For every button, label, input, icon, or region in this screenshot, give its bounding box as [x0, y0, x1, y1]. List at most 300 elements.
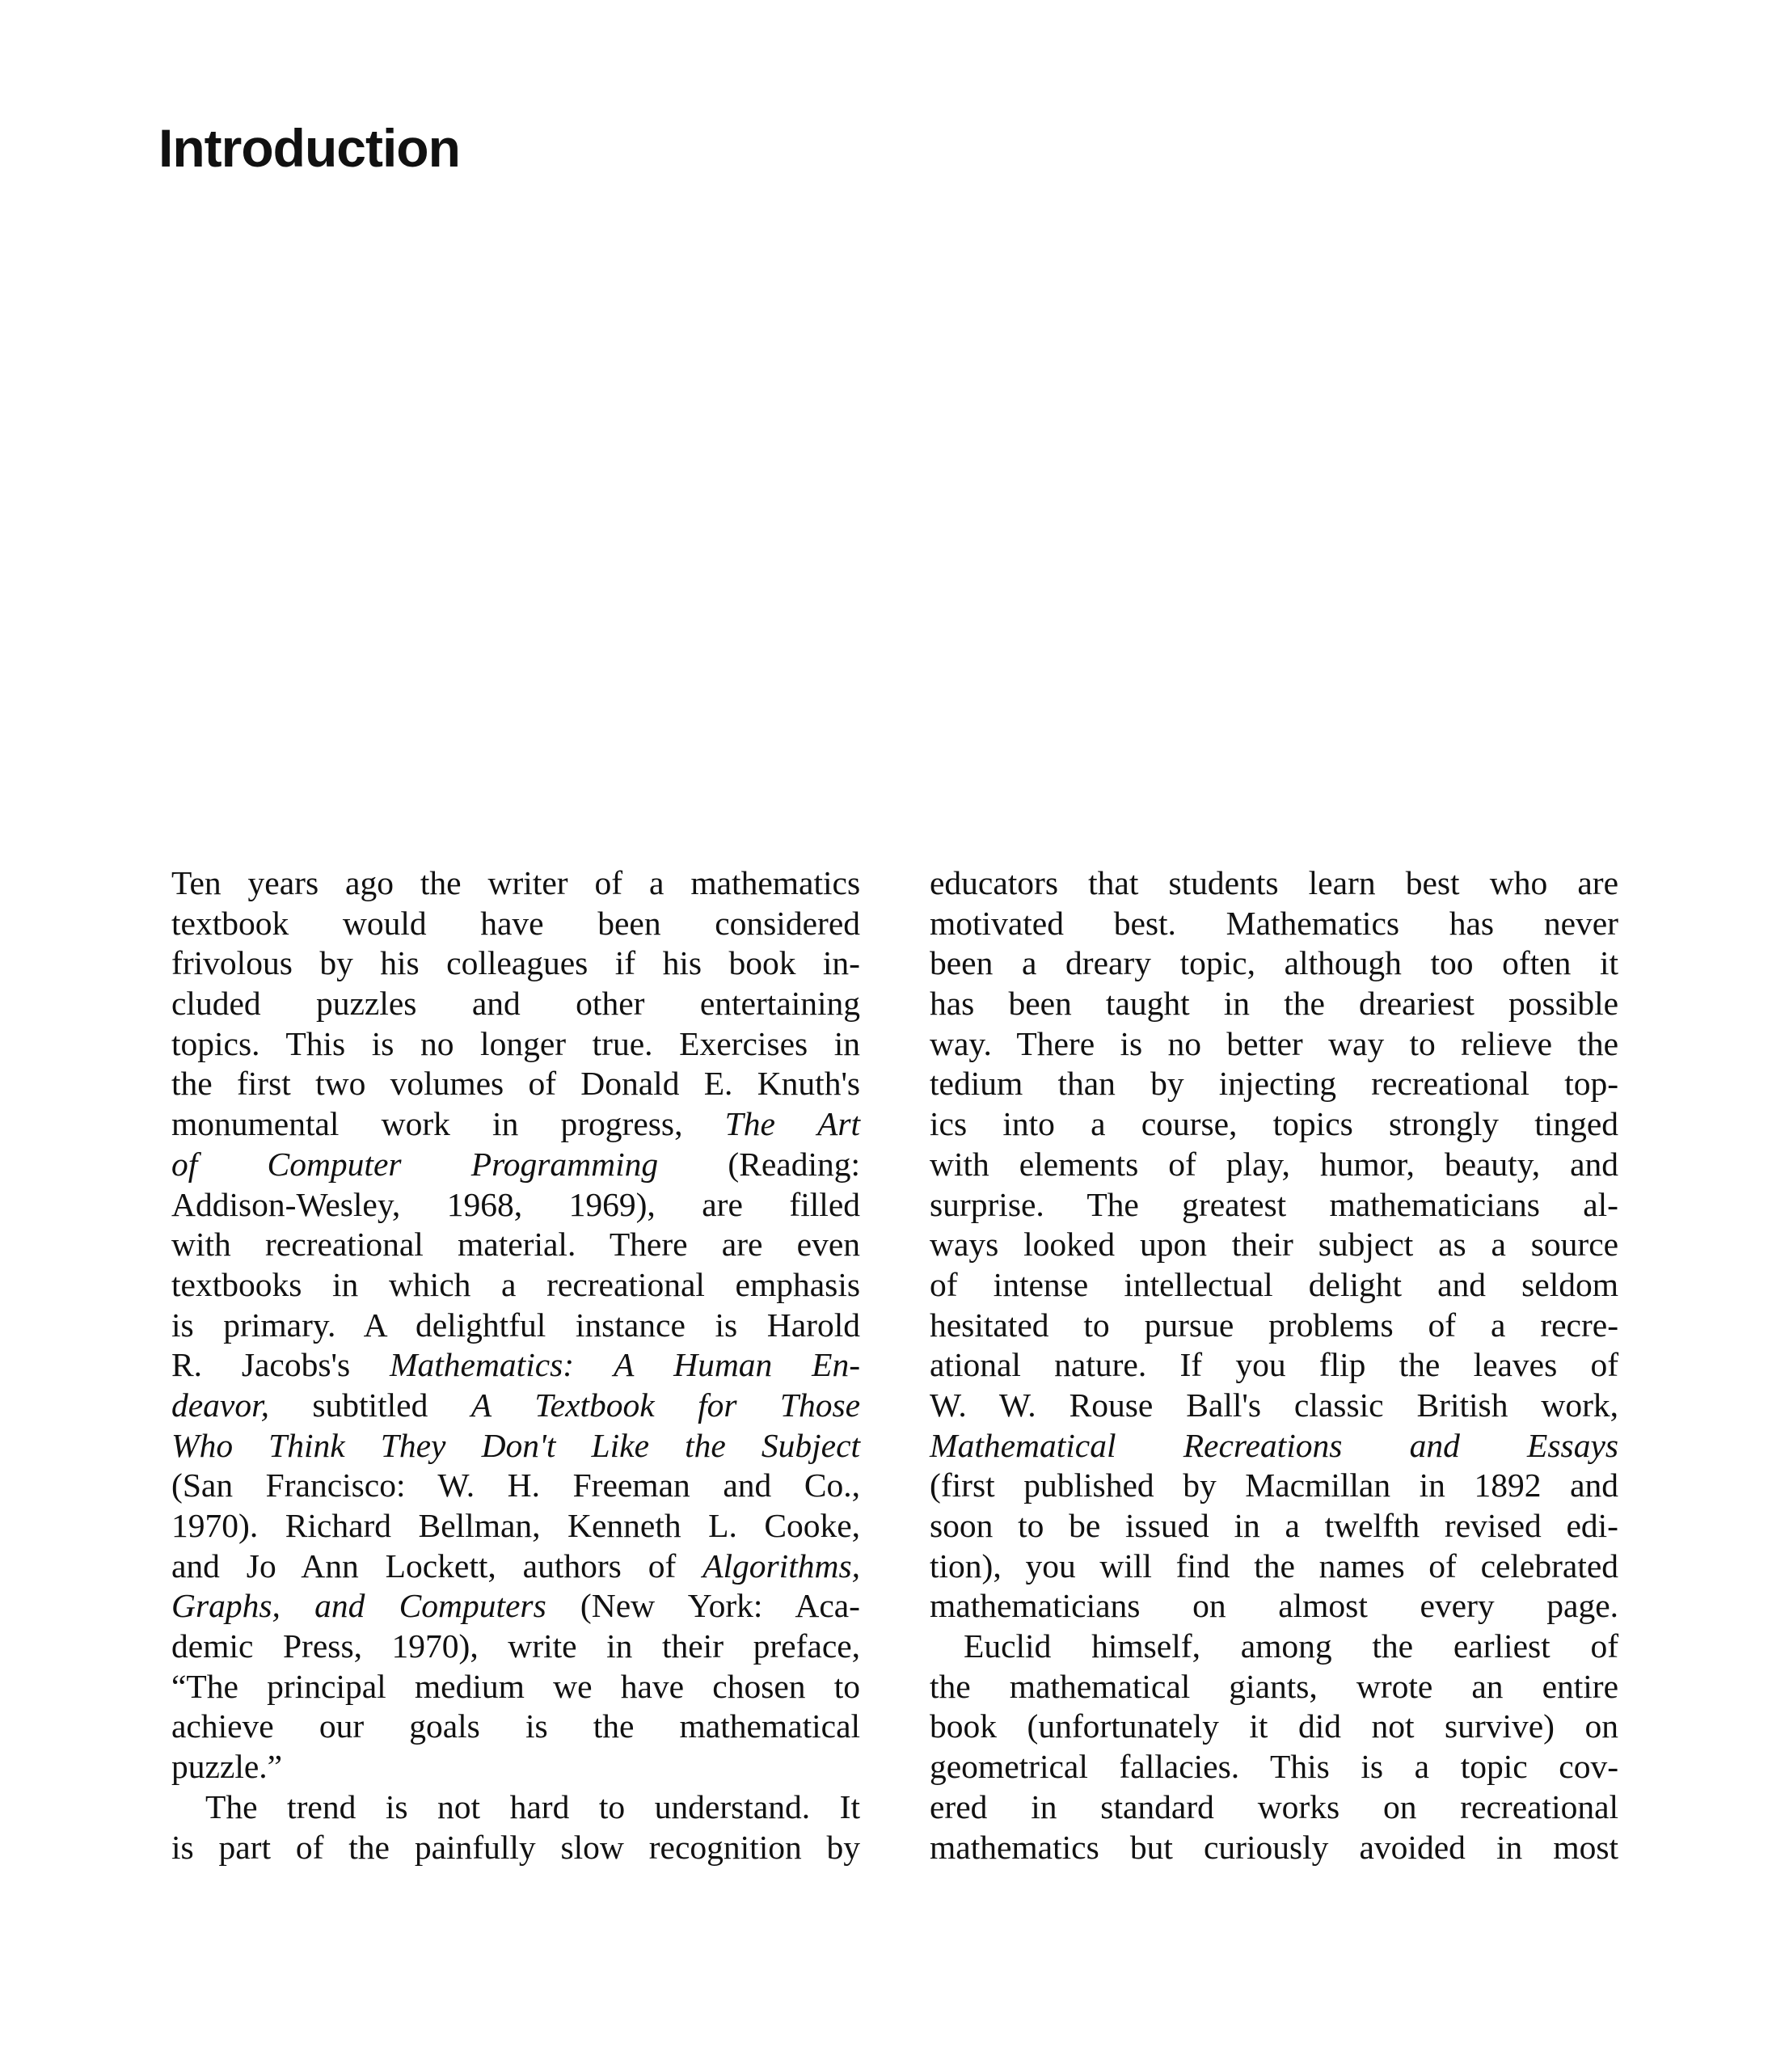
text-word: even	[796, 1226, 860, 1264]
text-line	[930, 1828, 1618, 1868]
text-word: pursue	[1144, 1306, 1234, 1344]
text-word: of	[648, 1547, 677, 1585]
text-word: Jo	[246, 1547, 276, 1585]
text-word: A	[470, 1386, 492, 1424]
text-word: book	[728, 944, 796, 982]
text-word: greatest	[1182, 1185, 1287, 1223]
text-word: intellectual	[1124, 1265, 1273, 1303]
text-line	[171, 1386, 860, 1426]
text-word: play,	[1226, 1145, 1290, 1183]
text-word: did	[1297, 1707, 1341, 1745]
text-word: tion),	[930, 1547, 1002, 1585]
text-word: This	[1269, 1748, 1330, 1786]
text-word: 1970),	[391, 1627, 479, 1665]
text-word: are	[1577, 864, 1618, 901]
text-word: works	[1257, 1787, 1340, 1825]
text-word: taught	[1105, 985, 1190, 1023]
text-word: 1970).	[171, 1507, 259, 1544]
text-line	[171, 943, 860, 984]
text-line	[930, 1345, 1618, 1386]
text-word: progress,	[560, 1105, 683, 1143]
text-word: achieve	[171, 1707, 274, 1745]
text-word: They	[380, 1426, 446, 1464]
text-word: with	[930, 1145, 989, 1183]
text-word: every	[1420, 1587, 1495, 1625]
text-word: no	[1167, 1024, 1201, 1062]
text-word: learn	[1308, 864, 1376, 901]
text-line	[171, 1145, 860, 1185]
text-word: volumes	[390, 1065, 504, 1103]
text-word: Ball's	[1186, 1386, 1262, 1424]
text-word: Mathematics:	[389, 1346, 575, 1384]
text-word: way.	[930, 1024, 992, 1062]
text-word: Knuth's	[757, 1065, 861, 1103]
text-word: Euclid	[964, 1627, 1052, 1665]
text-word: En-	[812, 1346, 861, 1384]
text-word: recreational	[1371, 1065, 1530, 1103]
text-word: in	[606, 1627, 633, 1665]
text-word: best	[1405, 864, 1460, 901]
text-line	[930, 984, 1618, 1024]
text-word: chosen	[712, 1667, 806, 1705]
text-word: emphasis	[735, 1265, 860, 1303]
text-word: by	[1183, 1466, 1217, 1504]
text-word: preface,	[753, 1627, 861, 1665]
text-word: by	[1150, 1065, 1184, 1103]
text-word: in	[1419, 1466, 1445, 1504]
text-line	[930, 1185, 1618, 1226]
text-word: often	[1502, 944, 1572, 982]
text-word: tedium	[930, 1065, 1023, 1103]
text-word: Essays	[1527, 1426, 1619, 1464]
text-word: Francisco:	[265, 1466, 406, 1504]
text-word: his	[380, 944, 420, 982]
text-word: top-	[1564, 1065, 1619, 1103]
text-word: geometrical	[930, 1748, 1088, 1786]
text-word: the	[930, 1667, 971, 1705]
text-word: puzzles	[316, 985, 417, 1023]
text-word: is	[1361, 1748, 1384, 1786]
text-word: topics.	[171, 1024, 260, 1062]
text-word: in-	[822, 944, 861, 982]
text-line	[930, 863, 1618, 904]
text-word: the	[420, 864, 462, 901]
text-line	[930, 1547, 1618, 1587]
text-word: E.	[703, 1065, 733, 1103]
text-word: celebrated	[1480, 1547, 1619, 1585]
text-word: and	[171, 1547, 220, 1585]
text-word: never	[1543, 904, 1618, 942]
text-word: humor,	[1319, 1145, 1415, 1183]
text-word: Don't	[481, 1426, 556, 1464]
text-word: strongly	[1389, 1105, 1500, 1143]
text-word: slow	[560, 1828, 624, 1866]
text-word: book	[930, 1707, 997, 1745]
text-word: flip	[1318, 1346, 1366, 1384]
text-word: monumental	[171, 1105, 340, 1143]
text-line	[171, 904, 860, 944]
text-word: hard	[509, 1787, 570, 1825]
text-line	[171, 1426, 860, 1466]
text-word: trend	[287, 1787, 357, 1825]
text-word: is	[525, 1707, 548, 1745]
text-word: Harold	[766, 1306, 861, 1344]
text-word: survive)	[1445, 1707, 1555, 1745]
text-word: filled	[789, 1185, 860, 1223]
text-line	[930, 1024, 1618, 1065]
text-word: no	[420, 1024, 454, 1062]
text-word: write	[508, 1627, 577, 1665]
text-word: goals	[409, 1707, 480, 1745]
text-word: have	[620, 1667, 685, 1705]
text-word: motivated	[930, 904, 1064, 942]
text-word: dreary	[1065, 944, 1151, 982]
text-word: possible	[1508, 985, 1619, 1023]
text-word: is	[171, 1828, 194, 1866]
text-word: wrote	[1356, 1667, 1433, 1705]
text-word: first	[236, 1065, 291, 1103]
text-word: best.	[1113, 904, 1176, 942]
text-line	[930, 1145, 1618, 1185]
text-word: the	[1577, 1024, 1619, 1062]
text-word: It	[839, 1787, 860, 1825]
text-word: a	[1414, 1748, 1430, 1786]
text-line	[930, 1386, 1618, 1426]
text-word: is	[371, 1024, 394, 1062]
text-line	[930, 1306, 1618, 1346]
text-word: Rouse	[1069, 1386, 1154, 1424]
text-word: of	[594, 864, 623, 901]
text-line	[930, 1064, 1618, 1104]
text-word: and	[723, 1466, 772, 1504]
text-line	[171, 1707, 860, 1747]
text-word: principal	[267, 1667, 386, 1705]
text-word: The	[205, 1787, 258, 1825]
text-word: looked	[1023, 1226, 1116, 1264]
text-word: Aca-	[795, 1587, 861, 1625]
text-word: years	[247, 864, 319, 901]
text-word: of	[1428, 1547, 1457, 1585]
text-word: too	[1430, 944, 1474, 982]
text-word: are	[702, 1185, 743, 1223]
text-word: to	[1018, 1507, 1044, 1544]
text-word: classic	[1293, 1386, 1384, 1424]
text-word: longer	[480, 1024, 567, 1062]
text-word: puzzle.”	[171, 1748, 283, 1786]
text-word: of	[171, 1145, 198, 1183]
text-word: of	[1168, 1145, 1196, 1183]
text-word: mathematical	[679, 1707, 861, 1745]
text-word: will	[1099, 1547, 1152, 1585]
page-title: Introduction	[158, 118, 460, 178]
text-word: the	[1254, 1547, 1295, 1585]
text-word: earliest	[1453, 1627, 1550, 1665]
text-word: injecting	[1218, 1065, 1336, 1103]
text-word: a	[1021, 944, 1037, 982]
text-word: painfully	[414, 1828, 536, 1866]
text-word: has	[930, 985, 975, 1023]
text-word: There	[609, 1226, 688, 1264]
text-word: course,	[1141, 1105, 1238, 1143]
text-word: is	[385, 1787, 408, 1825]
text-word: hesitated	[930, 1306, 1049, 1344]
text-word: Press,	[282, 1627, 362, 1665]
text-line	[171, 1185, 860, 1226]
text-word: although	[1284, 944, 1402, 982]
text-word: recreational	[1460, 1787, 1619, 1825]
text-word: (Reading:	[728, 1145, 861, 1183]
text-word: and	[1570, 1145, 1619, 1183]
text-word: The	[1086, 1185, 1139, 1223]
text-word: is	[171, 1306, 194, 1344]
text-line	[171, 1667, 860, 1707]
text-word: two	[315, 1065, 366, 1103]
text-line	[930, 1586, 1618, 1627]
text-word: way	[1328, 1024, 1385, 1062]
text-word: “The	[171, 1667, 238, 1705]
text-word: in	[833, 1024, 861, 1062]
text-word: A	[613, 1346, 635, 1384]
text-word: on	[1584, 1707, 1619, 1745]
text-word: the	[1399, 1346, 1441, 1384]
text-line	[171, 1104, 860, 1145]
text-word: most	[1553, 1828, 1619, 1866]
text-word: ways	[930, 1226, 999, 1264]
text-word: intense	[993, 1265, 1089, 1303]
text-word: topic,	[1179, 944, 1255, 982]
text-word: W.	[437, 1466, 475, 1504]
text-word: material.	[458, 1226, 576, 1264]
text-word: Like	[591, 1426, 649, 1464]
text-word: almost	[1278, 1587, 1368, 1625]
text-word: been	[597, 904, 661, 942]
text-word: part	[218, 1828, 272, 1866]
text-word: Addison-Wesley,	[171, 1185, 401, 1223]
text-word: are	[721, 1226, 763, 1264]
text-word: our	[319, 1707, 365, 1745]
text-column-right	[930, 863, 1618, 1867]
text-word: al-	[1583, 1185, 1618, 1223]
text-word: work,	[1541, 1386, 1619, 1424]
text-word: of	[528, 1065, 557, 1103]
text-line	[171, 863, 860, 904]
text-word: who	[1489, 864, 1548, 901]
text-line	[171, 1024, 860, 1065]
text-word: educators	[930, 864, 1059, 901]
text-word: ered	[930, 1787, 988, 1825]
text-word: his	[662, 944, 702, 982]
text-word: mathematics	[690, 864, 861, 901]
text-word: L.	[708, 1507, 737, 1544]
text-word: other	[576, 985, 645, 1023]
text-word: entire	[1542, 1667, 1619, 1705]
text-word: in	[1496, 1828, 1523, 1866]
text-word: on	[1382, 1787, 1417, 1825]
text-word: W.	[998, 1386, 1036, 1424]
text-word: surprise.	[930, 1185, 1044, 1223]
text-word: deavor,	[171, 1386, 270, 1424]
text-word: himself,	[1091, 1627, 1200, 1665]
text-word: with	[171, 1226, 231, 1264]
text-word: of	[930, 1265, 958, 1303]
text-word: you	[1025, 1547, 1076, 1585]
text-word: but	[1129, 1828, 1173, 1866]
text-line	[930, 1667, 1618, 1707]
text-word: (San	[171, 1466, 234, 1504]
text-line	[171, 1225, 860, 1265]
text-word: subject	[1318, 1226, 1414, 1264]
text-word: topics	[1272, 1105, 1353, 1143]
text-line	[171, 1265, 860, 1306]
text-word: H.	[507, 1466, 540, 1504]
text-word: Graphs,	[171, 1587, 281, 1625]
text-word: and	[471, 985, 521, 1023]
text-line	[171, 1787, 860, 1828]
text-word: soon	[930, 1507, 994, 1544]
text-line	[930, 1265, 1618, 1306]
text-word: Jacobs's	[241, 1346, 351, 1384]
text-word: R.	[171, 1346, 203, 1384]
text-word: recreational	[264, 1226, 424, 1264]
text-word: not	[1371, 1707, 1415, 1745]
text-word: would	[342, 904, 427, 942]
text-word: in	[1234, 1507, 1260, 1544]
text-word: 1969),	[568, 1185, 656, 1223]
text-word: upon	[1139, 1226, 1207, 1264]
text-line	[930, 943, 1618, 984]
text-line	[171, 1466, 860, 1506]
text-word: in	[1223, 985, 1251, 1023]
text-column-left	[171, 863, 860, 1867]
text-word: Programming	[470, 1145, 659, 1183]
text-word: recreational	[546, 1265, 705, 1303]
text-word: source	[1530, 1226, 1619, 1264]
text-word: you	[1235, 1346, 1286, 1384]
text-word: leaves	[1473, 1346, 1558, 1384]
text-word: been	[1008, 985, 1072, 1023]
text-word: and	[1570, 1466, 1619, 1504]
text-word: to	[1409, 1024, 1436, 1062]
text-line	[930, 1466, 1618, 1506]
text-word: Bellman,	[418, 1507, 541, 1544]
text-word: on	[1192, 1587, 1226, 1625]
text-word: mathematical	[1009, 1667, 1191, 1705]
text-word: a	[1091, 1105, 1106, 1143]
text-word: Algorithms,	[702, 1547, 860, 1585]
text-word: to	[1083, 1306, 1110, 1344]
text-word: students	[1168, 864, 1279, 901]
text-word: demic	[171, 1627, 254, 1665]
text-word: true.	[592, 1024, 653, 1062]
text-line	[930, 1707, 1618, 1747]
text-word: Art	[817, 1105, 861, 1143]
text-word: mathematics	[930, 1828, 1099, 1866]
text-word: textbooks	[171, 1265, 302, 1303]
text-word: frivolous	[171, 944, 293, 982]
text-word: Ten	[171, 864, 222, 901]
text-word: edi-	[1566, 1507, 1618, 1544]
text-word: 1968,	[446, 1185, 523, 1223]
text-word: for	[698, 1386, 737, 1424]
text-word: recre-	[1540, 1306, 1619, 1344]
text-word: published	[1023, 1466, 1154, 1504]
text-line	[930, 1506, 1618, 1547]
text-word: Mathematics	[1226, 904, 1400, 942]
text-word: writer	[487, 864, 568, 901]
text-word: seldom	[1521, 1265, 1619, 1303]
text-word: entertaining	[699, 985, 861, 1023]
text-word: Who	[171, 1426, 234, 1464]
text-word: a	[1285, 1507, 1300, 1544]
text-word: mathematicians	[1329, 1185, 1540, 1223]
text-line	[930, 904, 1618, 944]
text-word: names	[1318, 1547, 1405, 1585]
text-word: avoided	[1359, 1828, 1466, 1866]
text-word: problems	[1268, 1306, 1394, 1344]
text-word: 1892	[1474, 1466, 1542, 1504]
text-word: Exercises	[679, 1024, 808, 1062]
text-word: as	[1438, 1226, 1466, 1264]
text-word: has	[1449, 904, 1495, 942]
text-line	[171, 1747, 860, 1787]
text-word: if	[614, 944, 636, 982]
text-word: we	[553, 1667, 593, 1705]
text-word: The	[724, 1105, 775, 1143]
text-word: is	[1120, 1024, 1143, 1062]
text-word: not	[437, 1787, 481, 1825]
text-line	[171, 984, 860, 1024]
text-word: the	[593, 1707, 635, 1745]
text-word: Ann	[301, 1547, 359, 1585]
text-line	[930, 1104, 1618, 1145]
text-word: W.	[930, 1386, 967, 1424]
text-word: of	[1590, 1346, 1619, 1384]
text-word: This	[285, 1024, 346, 1062]
text-word: Human	[673, 1346, 773, 1384]
text-line	[930, 1747, 1618, 1787]
text-line	[930, 1225, 1618, 1265]
text-word: the	[171, 1065, 213, 1103]
text-word: Kenneth	[567, 1507, 681, 1544]
text-line	[930, 1787, 1618, 1828]
text-word: standard	[1100, 1787, 1214, 1825]
text-word: by	[319, 944, 353, 982]
text-word: a	[501, 1265, 517, 1303]
text-word: page.	[1546, 1587, 1618, 1625]
text-word: a	[1491, 1226, 1506, 1264]
text-word: to	[833, 1667, 861, 1705]
text-line	[171, 1506, 860, 1547]
text-word: to	[598, 1787, 626, 1825]
text-word: dreariest	[1359, 985, 1475, 1023]
text-word: Freeman	[572, 1466, 690, 1504]
text-line	[171, 1345, 860, 1386]
text-word: their	[1231, 1226, 1293, 1264]
text-line	[930, 1426, 1618, 1466]
text-word: issued	[1125, 1507, 1209, 1544]
text-word: relieve	[1461, 1024, 1553, 1062]
text-word: Computer	[267, 1145, 402, 1183]
text-word: the	[1284, 985, 1325, 1023]
text-word: British	[1416, 1386, 1508, 1424]
text-word: Richard	[285, 1507, 392, 1544]
text-word: into	[1002, 1105, 1055, 1143]
text-word: that	[1088, 864, 1139, 901]
text-word: delightful	[415, 1306, 546, 1344]
text-word: be	[1069, 1507, 1101, 1544]
text-word: been	[930, 944, 994, 982]
text-word: among	[1240, 1627, 1332, 1665]
